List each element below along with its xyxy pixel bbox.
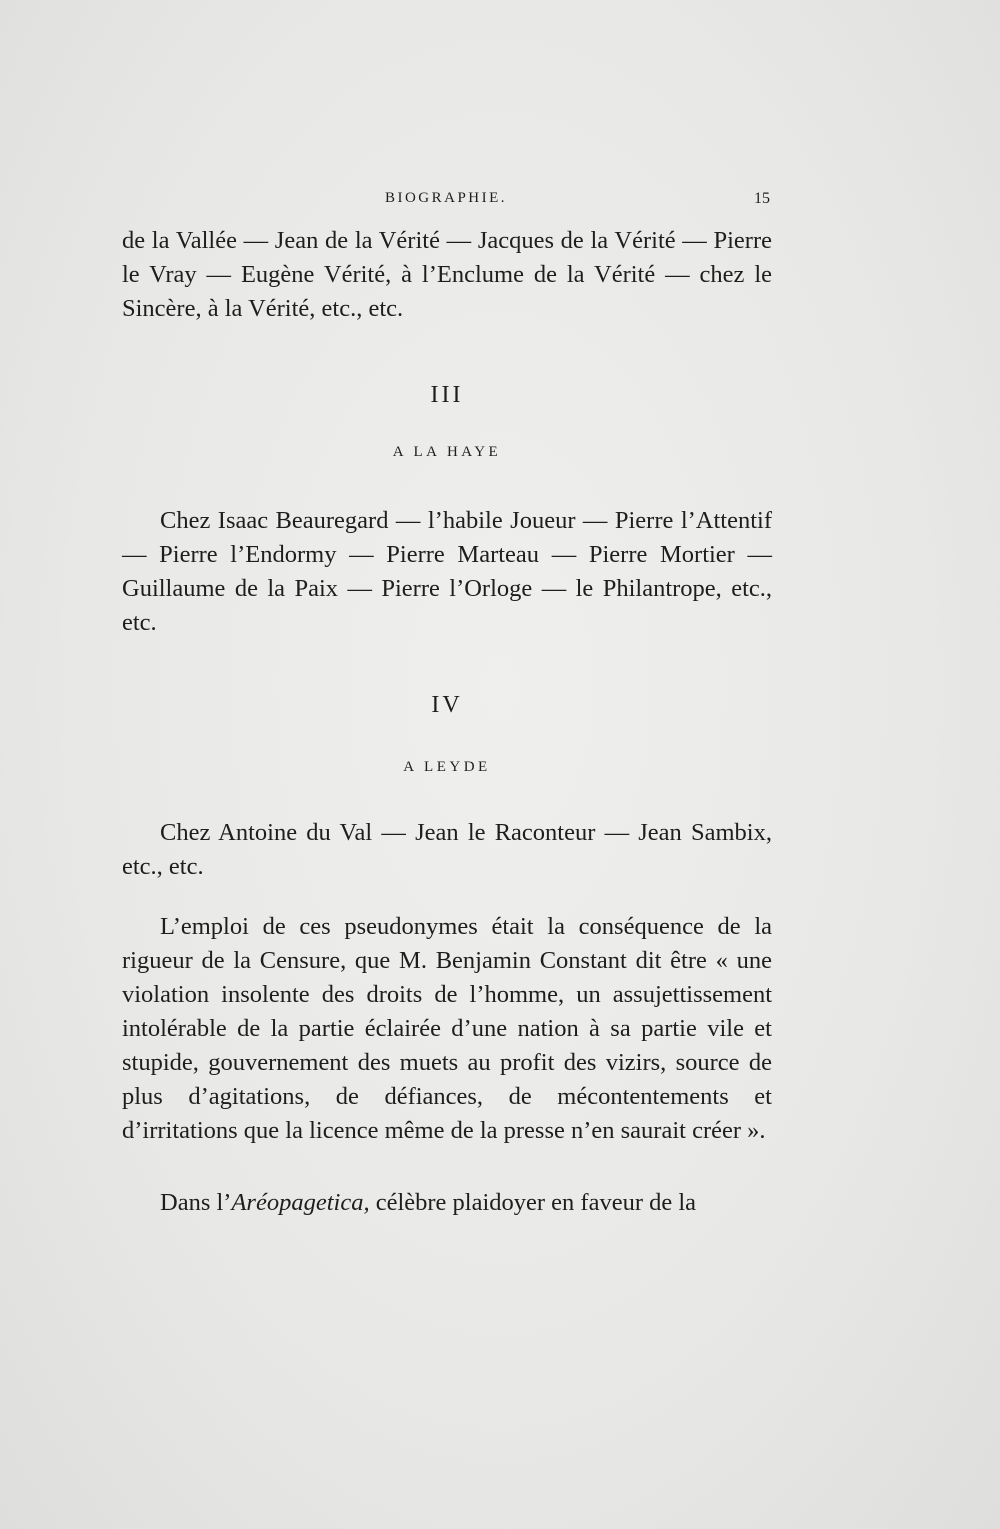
page-header xyxy=(122,188,770,212)
section-number-4: IV xyxy=(431,692,463,718)
work-title-areopagetica: Aréopagetica, xyxy=(231,1189,370,1216)
paragraph-2: Chez Isaac Beauregard — l’habile Joueur — Pierre l’Attentif — Pierre l’Endormy — Pierre Marteau — Pierre Mortier — Guillaume de la Paix — Pierre l’Orloge — le Philantrope, etc., etc. xyxy=(122,507,772,636)
paragraph-1: de la Vallée — Jean de la Vérité — Jacques de la Vérité — Pierre le Vray — Eugène Vérité, à l’Enclume de la Vérité — chez le Sincère, à la Vérité, etc., etc. xyxy=(122,227,772,322)
section-number-3: III xyxy=(430,382,464,408)
paragraph-5 xyxy=(122,1186,772,1220)
section-place-3: A LA HAYE xyxy=(392,444,502,460)
running-head: BIOGRAPHIE. xyxy=(384,190,508,206)
paragraph-3: Chez Antoine du Val — Jean le Raconteur — Jean Sambix, etc., etc. xyxy=(122,819,772,880)
section-place-4: A LEYDE xyxy=(403,759,491,775)
paragraph-4: L’emploi de ces pseudonymes était la conséquence de la rigueur de la Censure, que M. Benjamin Constant dit être « une violation insolente des droits de l’homme, un assujettissement intolérable de la partie éclairée d’une nation à sa partie vile et stupide, gouvernement des muets au profit des vizirs, source de plus d’agitations, de défiances, de mécontentements et d’irritations que la licence même de la presse n’en saurait créer ». xyxy=(122,913,772,1144)
page-number: 15 xyxy=(754,190,770,207)
paragraph-5-start: Dans l’ xyxy=(160,1189,232,1216)
paragraph-5-end: célèbre plaidoyer en faveur de la xyxy=(369,1189,697,1216)
